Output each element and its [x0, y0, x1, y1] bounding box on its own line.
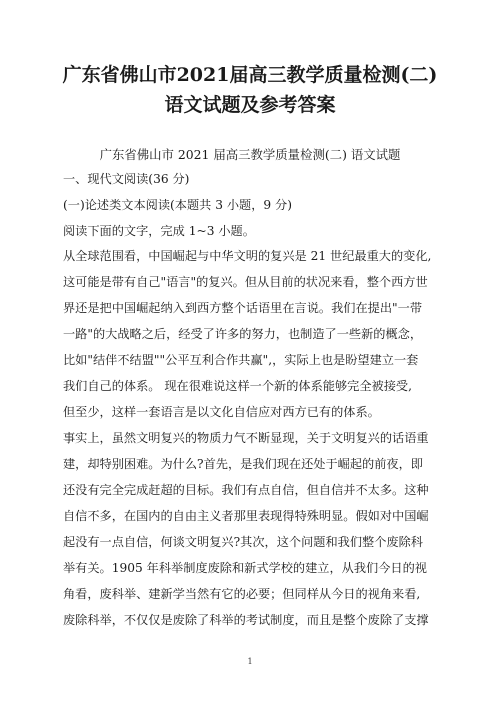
paragraph-2-line: 废除科举，不仅仅是废除了科举的考试制度，而且是整个废除了支撑 [63, 613, 429, 627]
document-title-line-1: 广东省佛山市2021届高三教学质量检测(二) [62, 64, 438, 86]
paragraph-2-line: 举有关。1905 年科举制度废除和新式学校的建立，从我们今日的视 [63, 561, 427, 575]
paragraph-1-line: 界还是把中国崛起纳入到西方整个话语里在言说。我们在提出"一带 [63, 301, 423, 315]
paragraph-1-line: 但至少，这样一套语言是以文化自信应对西方已有的体系。 [63, 405, 380, 419]
paragraph-1-line: 这可能是带有自己"语言"的复兴。但从目前的状况来看，整个西方世 [63, 275, 428, 289]
paragraph-2-line: 角看，废科举、建新学当然有它的必要；但同样从今日的视角来看, [63, 587, 421, 601]
document-title-line-2: 语文试题及参考答案 [164, 94, 336, 116]
paragraph-2-line: 自信不多，在国内的自由主义者那里表现得特殊明显。假如对中国崛 [63, 509, 429, 523]
exam-subtitle: 广东省佛山市 2021 届高三教学质量检测(二) 语文试题 [99, 147, 401, 162]
subsection-heading: (一)论述类文本阅读(本题共 3 小题，9 分) [63, 198, 292, 212]
paragraph-2-line: 事实上，虽然文明复兴的物质力气不断显现，关于文明复兴的话语重 [63, 431, 429, 445]
paragraph-2-line: 起没有一点自信，何谈文明复兴?其次，这个问题和我们整个废除科 [63, 535, 423, 549]
paragraph-1-line: 我们自己的体系。 现在很难说这样一个新的体系能够完全被接受, [63, 379, 412, 393]
section-heading: 一、现代文阅读(36 分) [63, 172, 190, 186]
paragraph-2-line: 还没有完全完成赶超的目标。我们有点自信，但自信并不太多。这种 [63, 483, 429, 497]
paragraph-1-line: 从全球范围看，中国崛起与中华文明的复兴是 21 世纪最重大的变化, [63, 249, 432, 263]
paragraph-1-line: 比如"结伴不结盟""公平互利合作共赢",，实际上也是盼望建立一套 [63, 353, 419, 367]
page-number: 1 [247, 657, 253, 666]
paragraph-2-line: 建，却特别困难。为什么?首先，是我们现在还处于崛起的前夜，即 [63, 457, 423, 471]
paragraph-1-line: 一路"的大战略之后，经受了许多的努力，也制造了一些新的概念， [63, 327, 423, 341]
reading-instruction: 阅读下面的文字，完成 1~3 小题。 [63, 224, 255, 238]
